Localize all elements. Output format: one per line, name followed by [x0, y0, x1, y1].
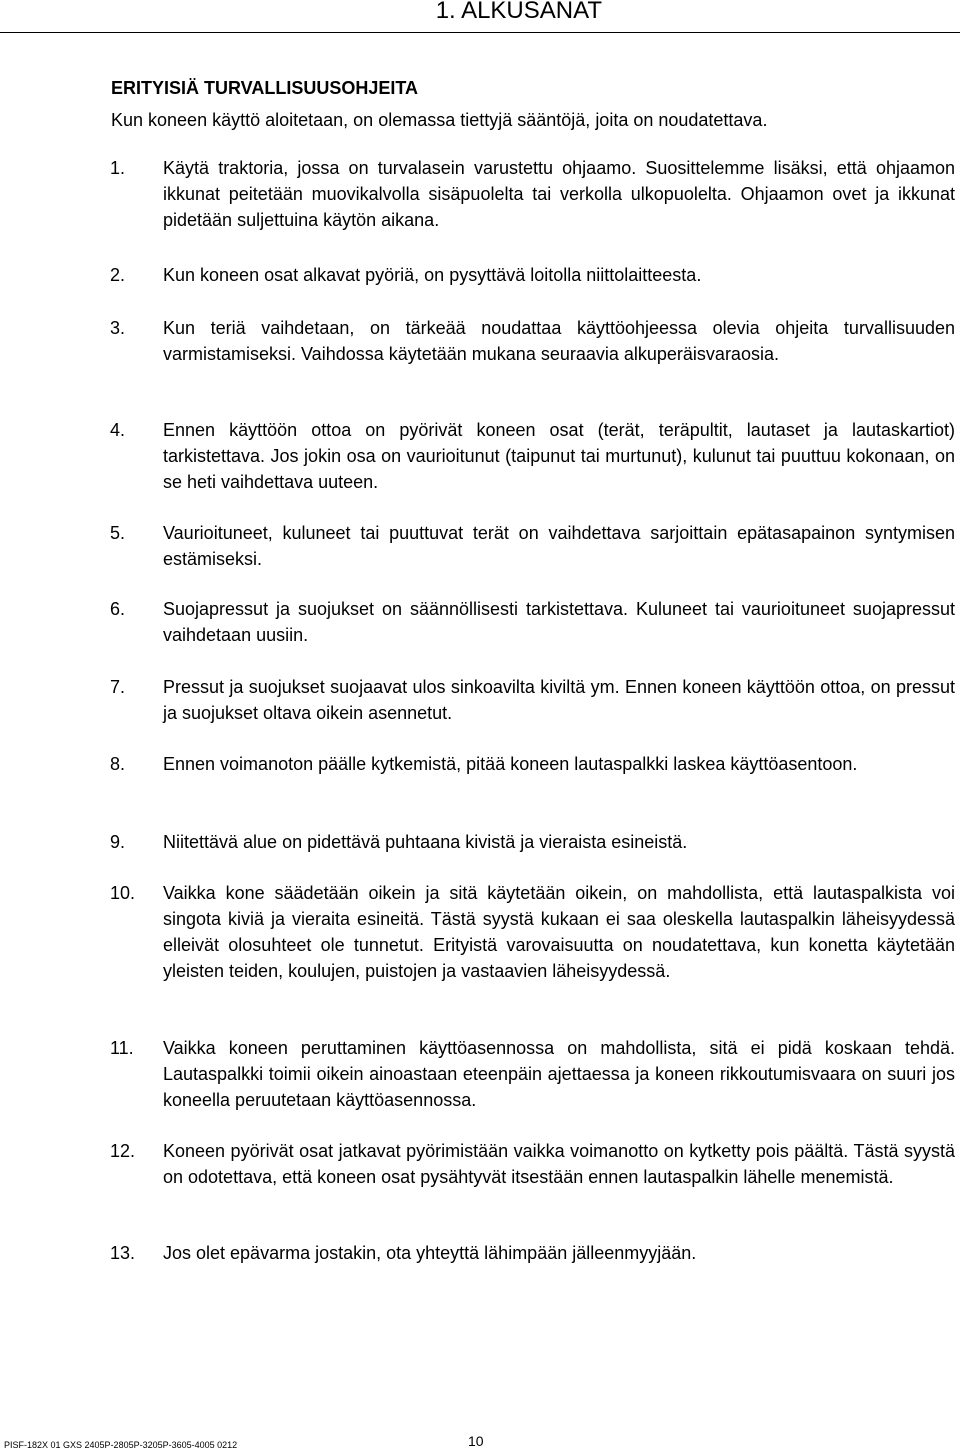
item-text: Koneen pyörivät osat jatkavat pyörimistään vaikka voimanotto on kytketty pois päältä. Tästä syystä on odotettava, että koneen osat pysähtyvät itsestään ennen lautaspalkin lähelle menemistä. [163, 1141, 955, 1187]
list-item [110, 596, 955, 648]
section-intro: Kun koneen käyttö aloitetaan, on olemassa tiettyjä sääntöjä, joita on noudatettava. [111, 110, 768, 130]
item-number: 12. [110, 1141, 136, 1161]
item-number: 5. [110, 523, 126, 543]
item-text: Kun teriä vaihdetaan, on tärkeää noudattaa käyttöohjeessa olevia ohjeita turvallisuuden varmistamiseksi. Vaihdossa käytetään mukana seuraavia alkuperäisvaraosia. [163, 318, 955, 364]
list-item [110, 315, 955, 367]
list-item [110, 829, 955, 855]
header-rule [0, 32, 960, 33]
item-number: 4. [110, 420, 126, 440]
item-text: Jos olet epävarma jostakin, ota yhteyttä lähimpään jälleenmyyjään. [163, 1243, 697, 1263]
item-text: Niitettävä alue on pidettävä puhtaana kivistä ja vieraista esineistä. [163, 832, 688, 852]
item-number: 1. [110, 158, 126, 178]
item-text: Vaurioituneet, kuluneet tai puuttuvat terät on vaihdettava sarjoittain epätasapainon syntymisen estämiseksi. [163, 523, 955, 569]
list-item [110, 751, 955, 777]
item-text: Vaikka koneen peruttaminen käyttöasennossa on mahdollista, sitä ei pidä koskaan tehdä. Lautaspalkki toimii oikein ainoastaan eteenpäin ajettaessa ja koneen rikkoutumisvaara on suuri jos koneella peruutetaan käyttöasennossa. [163, 1038, 955, 1110]
item-text: Pressut ja suojukset suojaavat ulos sinkoavilta kiviltä ym. Ennen koneen käyttöön ottoa, on pressut ja suojukset oltava oikein asennetut. [163, 677, 955, 723]
list-item [110, 674, 955, 726]
list-item [110, 262, 955, 288]
item-number: 9. [110, 832, 126, 852]
chapter-title: 1. ALKUSANAT [435, 0, 602, 24]
item-text: Suojapressut ja suojukset on säännöllisesti tarkistettava. Kuluneet tai vaurioituneet suojapressut vaihdetaan uusiin. [163, 599, 955, 645]
item-number: 11. [110, 1038, 134, 1058]
item-text: Vaikka kone säädetään oikein ja sitä käytetään oikein, on mahdollista, että lautaspalkista voi singota kiviä ja vieraita esineitä. Tästä syystä kukaan ei saa oleskella lautaspalkin läheisyydessä elleivät olosuhteet ole tunnetut. Erityistä varovaisuutta on noudatettava, kun konetta käytetään yleisten teiden, koulujen, puistojen ja vastaavien läheisyydessä. [163, 883, 955, 981]
item-text: Ennen käyttöön ottoa on pyörivät koneen osat (terät, teräpultit, lautaset ja lautaskartiot) tarkistettava. Jos jokin osa on vaurioitunut (taipunut tai murtunut), kulunut tai puuttuu kokonaan, on se heti vaihdettava uuteen. [163, 420, 955, 492]
list-item [110, 155, 955, 233]
page-number: 10 [468, 1433, 484, 1449]
document-code: PISF-182X 01 GXS 2405P-2805P-3205P-3605-4005 0212 [4, 1440, 238, 1450]
list-item [110, 1035, 955, 1113]
item-text: Käytä traktoria, jossa on turvalasein varustettu ohjaamo. Suosittelemme lisäksi, että ohjaamon ikkunat peitetään muovikalvolla sisäpuolelta tai verkolla ulkopuolelta. Ohjaamon ovet ja ikkunat pidetään suljettuina käytön aikana. [163, 158, 955, 230]
item-number: 6. [110, 599, 126, 619]
list-item [110, 1138, 955, 1190]
list-item [110, 417, 955, 495]
item-number: 13. [110, 1243, 136, 1263]
item-number: 3. [110, 318, 126, 338]
item-number: 2. [110, 265, 126, 285]
list-item [110, 520, 955, 572]
list-item [110, 880, 955, 984]
item-number: 8. [110, 754, 126, 774]
item-number: 7. [110, 677, 126, 697]
list-item [110, 1240, 955, 1266]
section-title: ERITYISIÄ TURVALLISUUSOHJEITA [111, 78, 419, 98]
item-number: 10. [110, 883, 136, 903]
item-text: Ennen voimanoton päälle kytkemistä, pitää koneen lautaspalkki laskea käyttöasentoon. [163, 754, 858, 774]
item-text: Kun koneen osat alkavat pyöriä, on pysyttävä loitolla niittolaitteesta. [163, 265, 702, 285]
